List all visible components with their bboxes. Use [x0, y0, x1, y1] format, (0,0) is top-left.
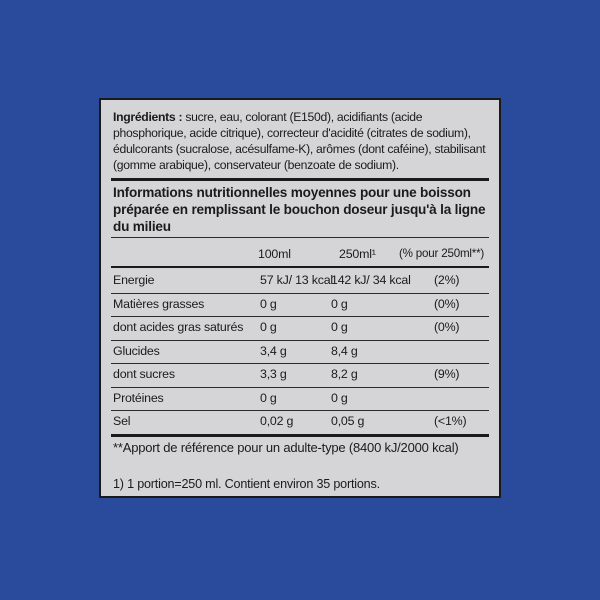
nutrient-percent: (<1%) — [434, 414, 467, 428]
row-divider — [111, 340, 489, 341]
column-header-100ml: 100ml — [258, 247, 291, 261]
nutrient-name: Matières grasses — [113, 296, 205, 311]
column-header-250ml: 250ml¹ — [339, 247, 376, 261]
nutrient-value-100: 0 g — [260, 390, 277, 405]
table-bottom-divider — [111, 434, 489, 437]
nutrient-percent: (0%) — [434, 296, 460, 311]
nutrient-value-250: 0 g — [331, 390, 348, 405]
row-divider — [111, 316, 489, 317]
nutrient-value-100: 3,4 g — [260, 343, 287, 358]
nutrient-value-250: 8,2 g — [331, 367, 358, 381]
row-divider — [111, 410, 489, 411]
column-header-percent: (% pour 250ml**) — [399, 247, 485, 260]
portion-note: 1) 1 portion=250 ml. Contient environ 35 portions. — [113, 477, 380, 491]
nutrient-name: Sel — [113, 414, 131, 428]
nutrient-percent: (9%) — [434, 367, 460, 381]
nutrient-name: dont acides gras saturés — [113, 320, 244, 334]
nutrient-value-250: 0 g — [331, 296, 348, 311]
row-divider — [111, 387, 489, 388]
nutrition-label — [99, 98, 501, 498]
nutrient-value-100: 0 g — [260, 296, 277, 311]
nutrient-value-250: 0 g — [331, 320, 348, 334]
nutrient-value-250: 0,05 g — [331, 414, 365, 428]
nutrient-value-250: 8,4 g — [331, 343, 358, 358]
reference-intake-note: **Apport de référence pour un adulte-type (8400 kJ/2000 kcal) — [113, 440, 459, 455]
section-divider — [111, 178, 489, 181]
ingredients-list: sucre, eau, colorant (E150d), acidifiants (acide phosphorique, acide citrique), correcteur d'acidité (citrates de sodium), édulcorants (sucralose, acésulfame-K), arômes (dont caféine), stabilisant (gomme arabique), conservateur (benzoate de sodium). — [113, 110, 486, 172]
nutrient-name: Energie — [113, 273, 155, 287]
ingredients-heading: Ingrédients : — [113, 110, 183, 124]
nutrient-value-100: 3,3 g — [260, 367, 287, 381]
nutrient-percent: (2%) — [434, 273, 460, 287]
nutrient-name: Protéines — [113, 390, 164, 405]
nutrition-heading: Informations nutritionnelles moyennes pour une boisson préparée en remplissant le bouchon doseur jusqu'à la ligne du milieu — [113, 185, 486, 234]
nutrient-value-100: 57 kJ/ 13 kcal — [260, 273, 333, 287]
nutrient-percent: (0%) — [434, 320, 460, 334]
nutrient-value-100: 0 g — [260, 320, 277, 334]
nutrient-name: Glucides — [113, 343, 160, 358]
nutrient-name: dont sucres — [113, 367, 175, 381]
row-divider — [111, 363, 489, 364]
nutrient-value-250: 142 kJ/ 34 kcal — [331, 273, 411, 287]
row-divider — [111, 293, 489, 294]
ingredients-text — [113, 109, 497, 173]
nutrient-value-100: 0,02 g — [260, 414, 294, 428]
table-header-divider — [111, 266, 489, 268]
divider — [111, 237, 489, 238]
